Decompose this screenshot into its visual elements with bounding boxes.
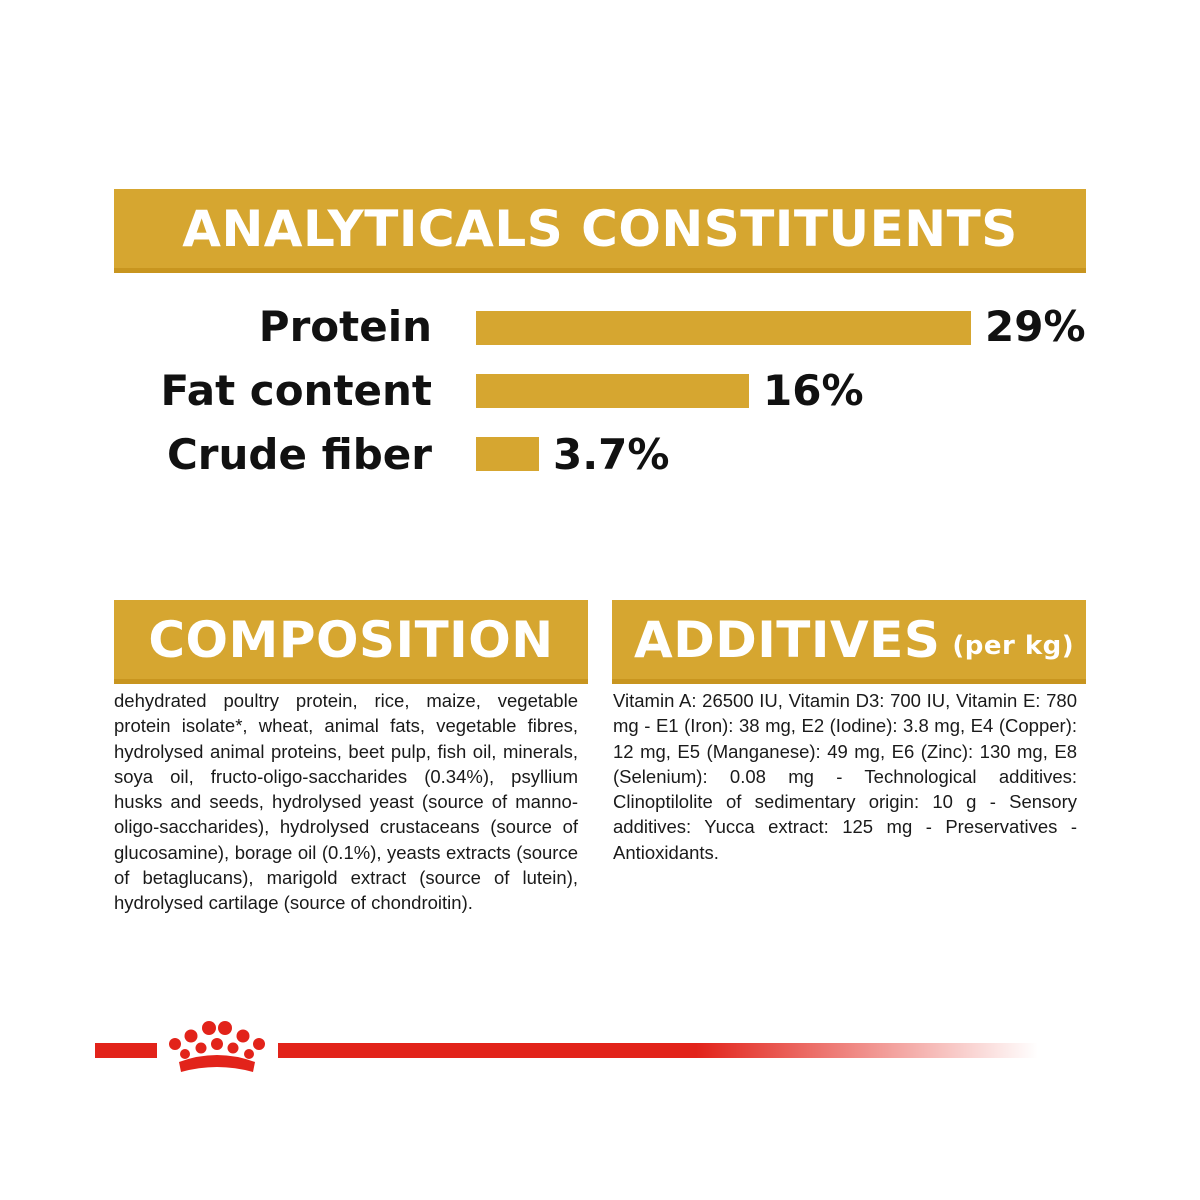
protein-label: Protein [258,302,432,351]
additives-banner [612,600,1086,684]
protein-value: 29% [985,302,1086,351]
analytics-title: ANALYTICALS CONSTITUENTS [182,199,1018,258]
composition-banner [114,600,588,684]
protein-bar [476,311,971,345]
additives-text: Vitamin A: 26500 IU, Vitamin D3: 700 IU, Vitamin E: 780 mg - E1 (Iron): 38 mg, E2 (Iodine): 3.8 mg, E4 (Copper): 12 mg, E5 (Manganese): 49 mg, E6 (Zinc): 130 mg, E8 (Selenium): 0.08 mg - Technological additives: Clinoptilolite of sedimentary origin: 10 g - Sensory additives: Yucca extract: 125 mg - Preservatives - Antioxidants. [613,690,1077,863]
brand-line-left [95,1043,157,1058]
composition-text: dehydrated poultry protein, rice, maize, vegetable protein isolate*, wheat, animal fats, vegetable fibres, hydrolysed animal proteins, beet pulp, fish oil, minerals, soya oil, fructo-oligo-saccharides (0.34%), psyllium husks and seeds, hydrolysed yeast (source of manno-oligo-saccharides), hydrolysed crustaceans (source of glucosamine), borage oil (0.1%), yeasts extracts (source of betaglucans), marigold extract (source of lutein), hydrolysed cartilage (source of chondroitin). [114,690,578,914]
additives-title: ADDITIVES [634,610,941,669]
crude-fiber-bar [476,437,539,471]
fat-content-bar [476,374,749,408]
fat-content-value: 16% [763,366,864,415]
crude-fiber-value: 3.7% [553,430,670,479]
composition-title: COMPOSITION [148,610,554,669]
fat-content-label: Fat content [160,366,432,415]
analytics-banner [114,189,1086,273]
additives-subtitle: (per kg) [952,630,1075,661]
crown-icon [165,1018,269,1076]
brand-line-right [278,1043,1038,1058]
crude-fiber-label: Crude fiber [166,430,432,479]
